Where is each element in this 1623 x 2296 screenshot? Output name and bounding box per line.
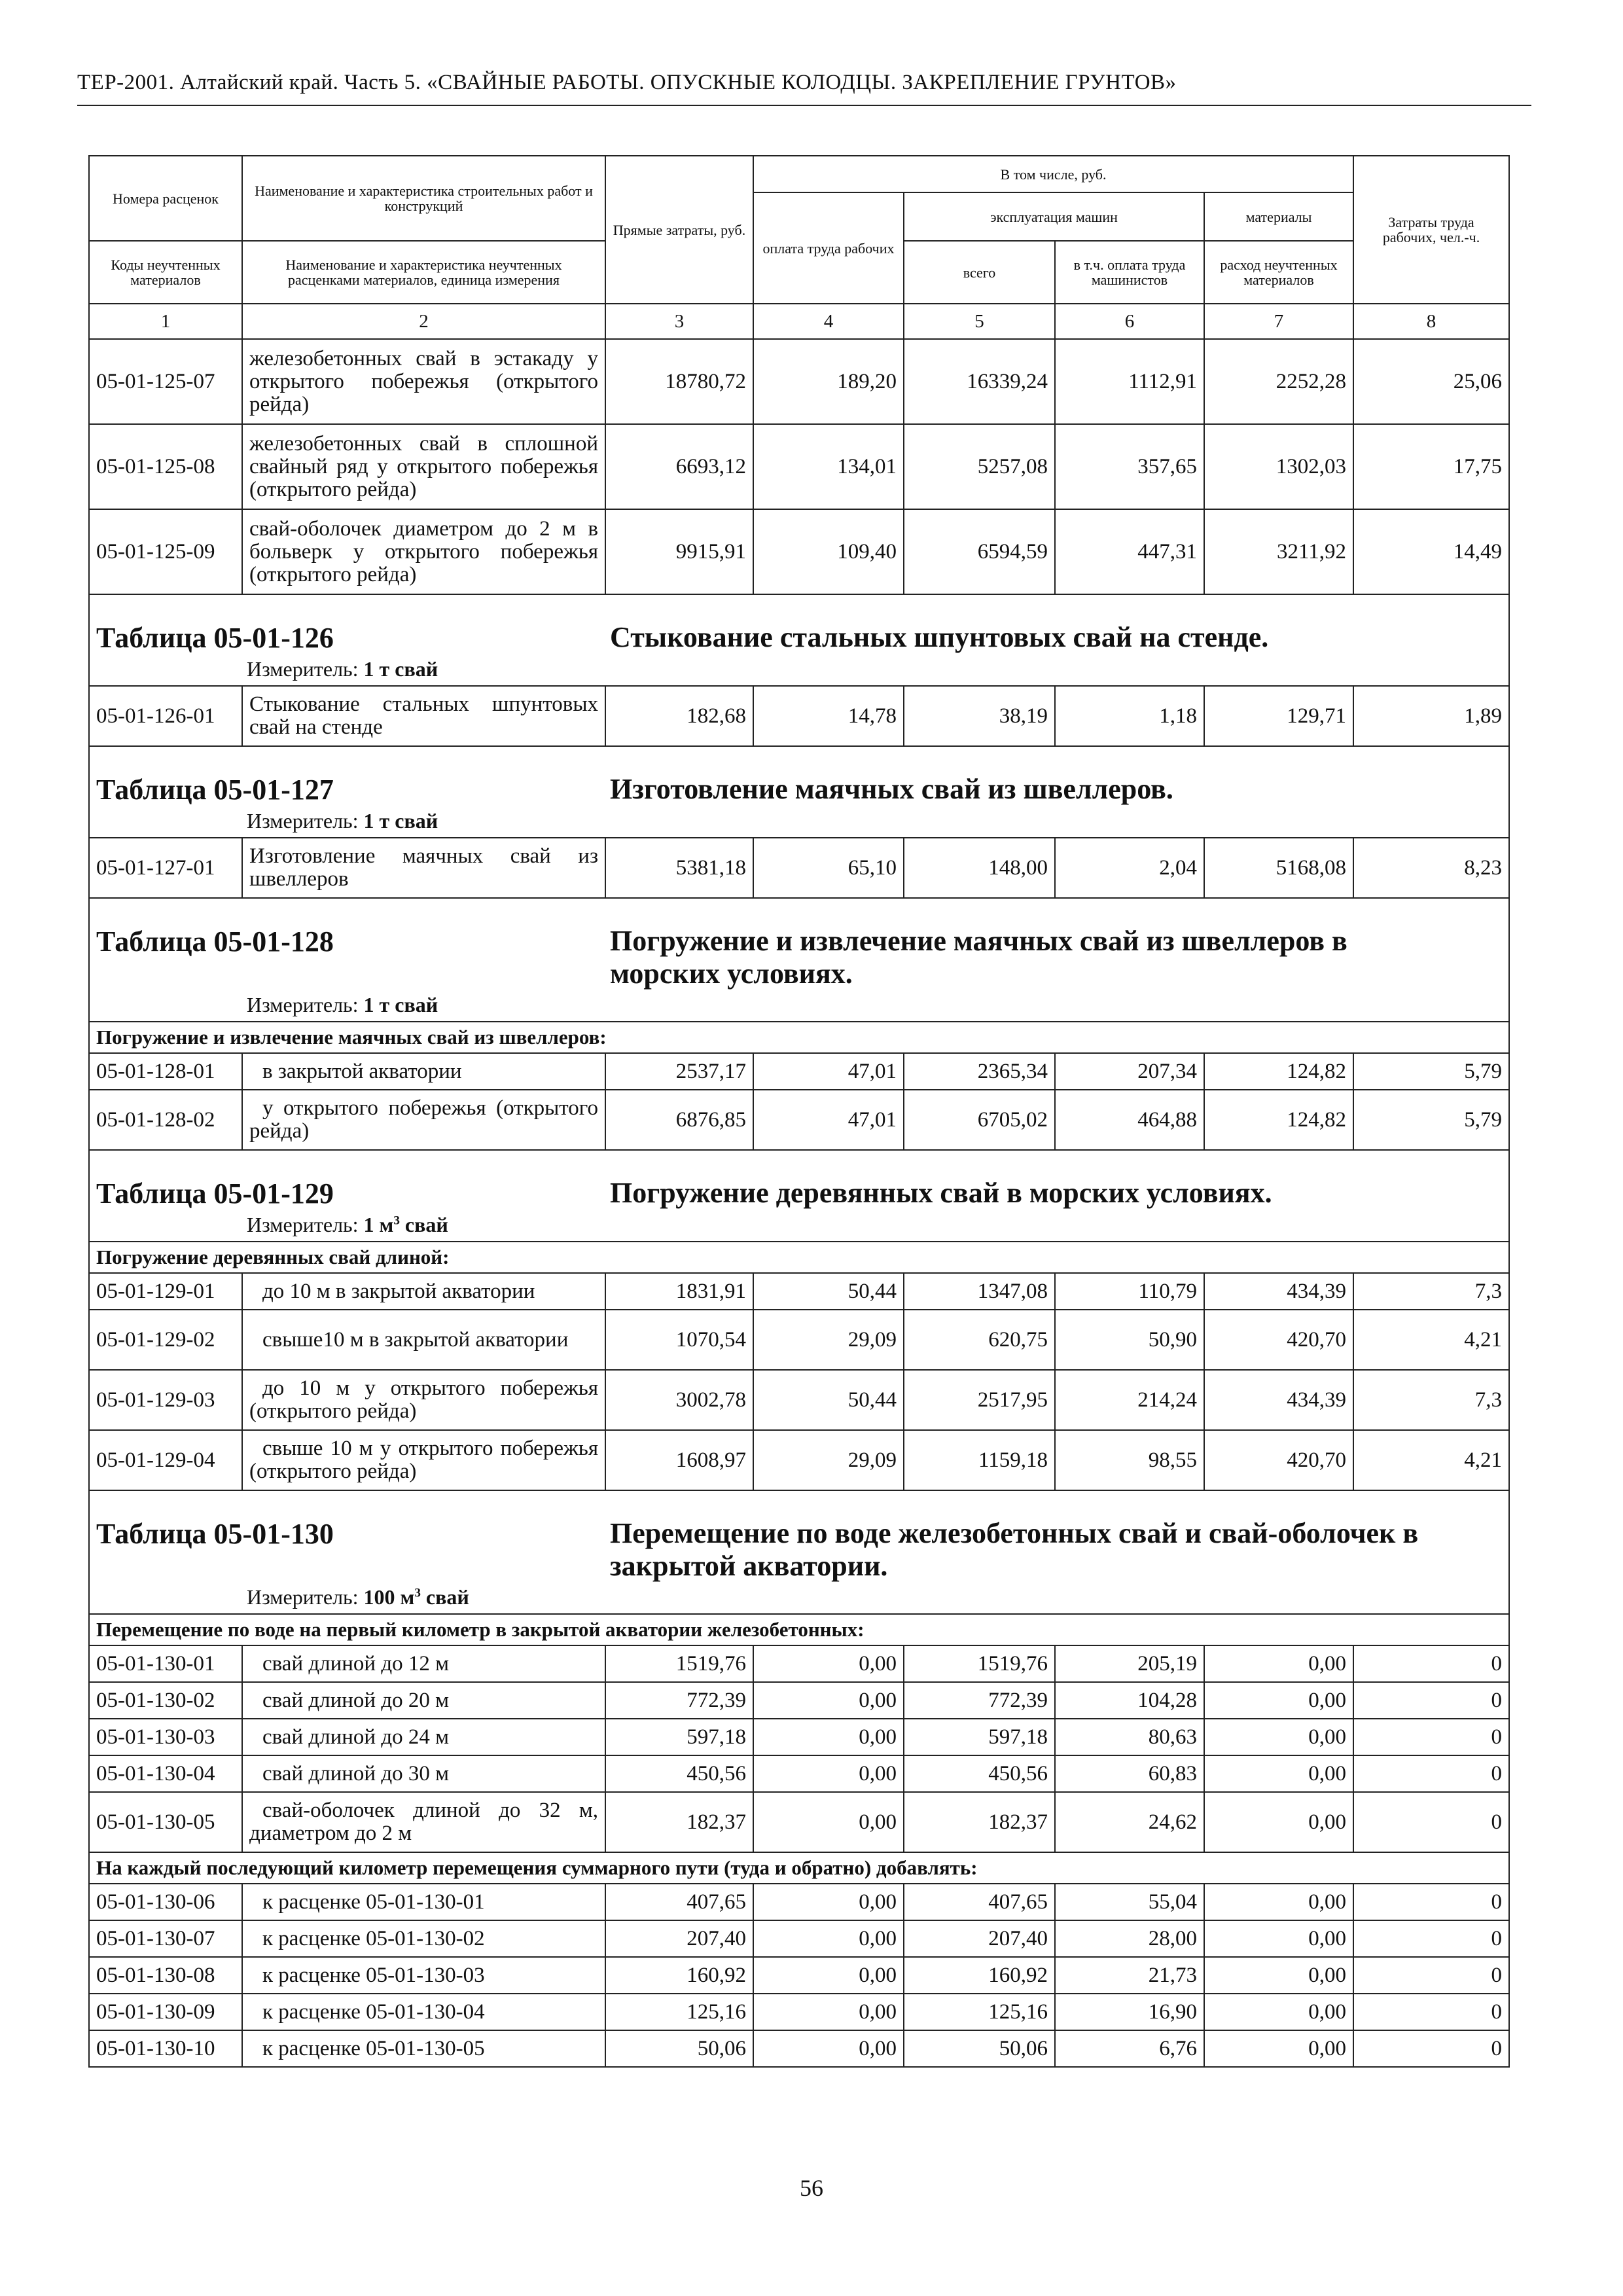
machines-total: 2365,34 bbox=[904, 1053, 1055, 1090]
labor-hours: 0 bbox=[1353, 1957, 1509, 1994]
direct-cost: 5381,18 bbox=[605, 838, 753, 898]
labor-hours: 0 bbox=[1353, 2030, 1509, 2067]
materials-cost: 420,70 bbox=[1204, 1430, 1353, 1490]
machinists-pay: 205,19 bbox=[1055, 1645, 1204, 1682]
subsection-header bbox=[89, 1852, 1509, 1884]
subsection-title: Перемещение по воде на первый километр в закрытой акватории железобетонных: bbox=[89, 1614, 1509, 1645]
table-title-row bbox=[89, 898, 1509, 1022]
table-header bbox=[89, 156, 1509, 339]
rate-code: 05-01-125-08 bbox=[89, 424, 242, 509]
col-num: 2 bbox=[242, 304, 605, 339]
table-title-row bbox=[89, 1490, 1509, 1614]
header-col7: расход неучтенных материалов bbox=[1204, 241, 1353, 304]
materials-cost: 434,39 bbox=[1204, 1370, 1353, 1430]
labor-hours: 0 bbox=[1353, 1920, 1509, 1957]
rate-code: 05-01-129-01 bbox=[89, 1273, 242, 1310]
rate-code: 05-01-129-02 bbox=[89, 1310, 242, 1370]
labor-hours: 25,06 bbox=[1353, 339, 1509, 424]
table-row bbox=[89, 1920, 1509, 1957]
table-title: Погружение и извлечение маячных свай из швеллеров в морских условиях. bbox=[610, 925, 1347, 990]
table-row bbox=[89, 1430, 1509, 1490]
header-col1-top: Номера расценок bbox=[89, 156, 242, 241]
table-row bbox=[89, 1719, 1509, 1755]
table-title: Перемещение по воде железобетонных свай и свай-оболочек в закрытой акватории. bbox=[610, 1517, 1419, 1582]
machines-total: 620,75 bbox=[904, 1310, 1055, 1370]
header-col4: оплата труда рабочих bbox=[753, 192, 904, 304]
col-num: 5 bbox=[904, 304, 1055, 339]
rate-description bbox=[242, 1645, 605, 1682]
machines-total: 5257,08 bbox=[904, 424, 1055, 509]
header-col3: Прямые затраты, руб. bbox=[605, 156, 753, 304]
rate-description bbox=[242, 2030, 605, 2067]
table-label: Таблица 05-01-126 bbox=[96, 622, 334, 654]
materials-cost: 434,39 bbox=[1204, 1273, 1353, 1310]
table-label: Таблица 05-01-129 bbox=[96, 1177, 334, 1210]
unit-of-measure bbox=[96, 990, 1502, 1021]
machinists-pay: 2,04 bbox=[1055, 838, 1204, 898]
labor-hours: 0 bbox=[1353, 1755, 1509, 1792]
rate-description bbox=[242, 1755, 605, 1792]
meter-prefix: Измеритель: bbox=[247, 993, 359, 1016]
rate-description bbox=[242, 1370, 605, 1430]
meter-unit-text: 100 м bbox=[363, 1585, 415, 1609]
subsection-header bbox=[89, 1614, 1509, 1645]
col-num: 6 bbox=[1055, 304, 1204, 339]
rate-description bbox=[242, 1682, 605, 1719]
rate-code: 05-01-130-01 bbox=[89, 1645, 242, 1682]
labor-hours: 8,23 bbox=[1353, 838, 1509, 898]
meter-unit bbox=[364, 1213, 448, 1236]
materials-cost: 124,82 bbox=[1204, 1090, 1353, 1150]
subsection-title: Погружение и извлечение маячных свай из швеллеров: bbox=[89, 1022, 1509, 1053]
machines-total: 2517,95 bbox=[904, 1370, 1055, 1430]
machinists-pay: 207,34 bbox=[1055, 1053, 1204, 1090]
table-row bbox=[89, 1090, 1509, 1150]
rate-description bbox=[242, 1090, 605, 1150]
rate-code: 05-01-128-02 bbox=[89, 1090, 242, 1150]
table-row bbox=[89, 1957, 1509, 1994]
header-materials: материалы bbox=[1204, 192, 1353, 241]
unit-of-measure bbox=[96, 806, 1502, 837]
rate-code: 05-01-128-01 bbox=[89, 1053, 242, 1090]
materials-cost: 0,00 bbox=[1204, 1994, 1353, 2030]
meter-unit: 1 т свай bbox=[363, 657, 438, 681]
machinists-pay: 60,83 bbox=[1055, 1755, 1204, 1792]
header-col8: Затраты труда рабочих, чел.-ч. bbox=[1353, 156, 1509, 304]
labor-pay: 0,00 bbox=[753, 1755, 904, 1792]
rate-description: Стыкование стальных шпунтовых свай на стенде bbox=[242, 686, 605, 746]
table-row bbox=[89, 1273, 1509, 1310]
direct-cost: 18780,72 bbox=[605, 339, 753, 424]
rate-description: железобетонных свай в эстакаду у открытого побережья (открытого рейда) bbox=[242, 339, 605, 424]
table-label: Таблица 05-01-128 bbox=[96, 925, 334, 958]
materials-cost: 3211,92 bbox=[1204, 509, 1353, 594]
rate-description bbox=[242, 1053, 605, 1090]
materials-cost: 129,71 bbox=[1204, 686, 1353, 746]
labor-hours: 17,75 bbox=[1353, 424, 1509, 509]
direct-cost: 160,92 bbox=[605, 1957, 753, 1994]
machinists-pay: 1112,91 bbox=[1055, 339, 1204, 424]
machinists-pay: 50,90 bbox=[1055, 1310, 1204, 1370]
machinists-pay: 357,65 bbox=[1055, 424, 1204, 509]
labor-hours: 1,89 bbox=[1353, 686, 1509, 746]
labor-hours: 0 bbox=[1353, 1884, 1509, 1920]
rate-description-text: свай длиной до 30 м bbox=[262, 1761, 450, 1785]
materials-cost: 0,00 bbox=[1204, 1884, 1353, 1920]
rate-description-text: к расценке 05-01-130-01 bbox=[262, 1890, 485, 1914]
labor-hours: 0 bbox=[1353, 1792, 1509, 1852]
rate-description bbox=[242, 1719, 605, 1755]
meter-unit: 1 т свай bbox=[363, 809, 438, 833]
table-row bbox=[89, 1370, 1509, 1430]
table-row bbox=[89, 1053, 1509, 1090]
table-label: Таблица 05-01-127 bbox=[96, 774, 334, 806]
labor-hours: 4,21 bbox=[1353, 1430, 1509, 1490]
subsection-header bbox=[89, 1242, 1509, 1273]
machinists-pay: 24,62 bbox=[1055, 1792, 1204, 1852]
labor-hours: 0 bbox=[1353, 1994, 1509, 2030]
labor-pay: 0,00 bbox=[753, 1645, 904, 1682]
unit-of-measure bbox=[96, 655, 1502, 685]
table-row bbox=[89, 1645, 1509, 1682]
rate-description bbox=[242, 1994, 605, 2030]
unit-of-measure bbox=[96, 1210, 1502, 1241]
meter-unit-power: 3 bbox=[414, 1586, 421, 1600]
direct-cost: 182,68 bbox=[605, 686, 753, 746]
rate-code: 05-01-130-02 bbox=[89, 1682, 242, 1719]
rate-code: 05-01-125-09 bbox=[89, 509, 242, 594]
header-machines: эксплуатация машин bbox=[904, 192, 1204, 241]
rate-code: 05-01-130-05 bbox=[89, 1792, 242, 1852]
meter-unit-suffix: свай bbox=[404, 1213, 448, 1236]
machinists-pay: 447,31 bbox=[1055, 509, 1204, 594]
rate-description bbox=[242, 1273, 605, 1310]
machinists-pay: 464,88 bbox=[1055, 1090, 1204, 1150]
meter-unit-power: 3 bbox=[393, 1213, 400, 1228]
rate-description: свай-оболочек диаметром до 2 м в больверк у открытого побережья (открытого рейда) bbox=[242, 509, 605, 594]
rate-description-text: к расценке 05-01-130-05 bbox=[262, 2036, 485, 2060]
labor-pay: 29,09 bbox=[753, 1430, 904, 1490]
direct-cost: 407,65 bbox=[605, 1884, 753, 1920]
direct-cost: 3002,78 bbox=[605, 1370, 753, 1430]
labor-hours: 7,3 bbox=[1353, 1273, 1509, 1310]
direct-cost: 207,40 bbox=[605, 1920, 753, 1957]
meter-prefix: Измеритель: bbox=[247, 657, 359, 681]
rate-description-text: свай-оболочек длиной до 32 м, диаметром до 2 м bbox=[249, 1799, 598, 1845]
header-col1-bottom: Коды неучтенных материалов bbox=[89, 241, 242, 304]
rate-code: 05-01-125-07 bbox=[89, 339, 242, 424]
col-num: 1 bbox=[89, 304, 242, 339]
rate-description bbox=[242, 1920, 605, 1957]
table-row bbox=[89, 1755, 1509, 1792]
header-col2-bottom: Наименование и характеристика неучтенных расценками материалов, единица измерения bbox=[242, 241, 605, 304]
direct-cost: 772,39 bbox=[605, 1682, 753, 1719]
meter-unit-text: 1 м bbox=[363, 1213, 394, 1236]
table-row bbox=[89, 1310, 1509, 1370]
table-title-row bbox=[89, 746, 1509, 838]
labor-pay: 50,44 bbox=[753, 1370, 904, 1430]
direct-cost: 1070,54 bbox=[605, 1310, 753, 1370]
header-col2-top: Наименование и характеристика строительных работ и конструкций bbox=[242, 156, 605, 241]
machines-total: 16339,24 bbox=[904, 339, 1055, 424]
direct-cost: 6693,12 bbox=[605, 424, 753, 509]
rate-code: 05-01-130-04 bbox=[89, 1755, 242, 1792]
labor-pay: 14,78 bbox=[753, 686, 904, 746]
machinists-pay: 104,28 bbox=[1055, 1682, 1204, 1719]
materials-cost: 0,00 bbox=[1204, 1755, 1353, 1792]
unit-of-measure bbox=[96, 1583, 1502, 1613]
direct-cost: 6876,85 bbox=[605, 1090, 753, 1150]
direct-cost: 2537,17 bbox=[605, 1053, 753, 1090]
machines-total: 450,56 bbox=[904, 1755, 1055, 1792]
labor-pay: 0,00 bbox=[753, 1792, 904, 1852]
rate-description-text: в закрытой акватории bbox=[262, 1059, 462, 1083]
labor-pay: 0,00 bbox=[753, 1719, 904, 1755]
page-number: 56 bbox=[800, 2175, 823, 2201]
labor-hours: 4,21 bbox=[1353, 1310, 1509, 1370]
labor-hours: 0 bbox=[1353, 1719, 1509, 1755]
machines-total: 407,65 bbox=[904, 1884, 1055, 1920]
table-label: Таблица 05-01-130 bbox=[96, 1518, 334, 1550]
col-num: 8 bbox=[1353, 304, 1509, 339]
labor-hours: 0 bbox=[1353, 1682, 1509, 1719]
materials-cost: 2252,28 bbox=[1204, 339, 1353, 424]
rate-code: 05-01-130-10 bbox=[89, 2030, 242, 2067]
rate-description-text: свай длиной до 12 м bbox=[262, 1651, 450, 1676]
machines-total: 6705,02 bbox=[904, 1090, 1055, 1150]
machinists-pay: 214,24 bbox=[1055, 1370, 1204, 1430]
machines-total: 1159,18 bbox=[904, 1430, 1055, 1490]
table-row bbox=[89, 1884, 1509, 1920]
materials-cost: 0,00 bbox=[1204, 1920, 1353, 1957]
table-title: Стыкование стальных шпунтовых свай на стенде. bbox=[610, 621, 1269, 653]
materials-cost: 5168,08 bbox=[1204, 838, 1353, 898]
machinists-pay: 80,63 bbox=[1055, 1719, 1204, 1755]
materials-cost: 0,00 bbox=[1204, 1645, 1353, 1682]
meter-prefix: Измеритель: bbox=[247, 1213, 359, 1236]
rate-code: 05-01-129-03 bbox=[89, 1370, 242, 1430]
rate-description bbox=[242, 1957, 605, 1994]
materials-cost: 0,00 bbox=[1204, 1719, 1353, 1755]
meter-unit-suffix: свай bbox=[425, 1585, 469, 1609]
materials-cost: 0,00 bbox=[1204, 1957, 1353, 1994]
direct-cost: 9915,91 bbox=[605, 509, 753, 594]
table-row bbox=[89, 2030, 1509, 2067]
rate-description-text: свай длиной до 20 м bbox=[262, 1688, 450, 1712]
machines-total: 160,92 bbox=[904, 1957, 1055, 1994]
header-incl: В том числе, руб. bbox=[753, 156, 1353, 192]
rate-description: железобетонных свай в сплошной свайный ряд у открытого побережья (открытого рейда) bbox=[242, 424, 605, 509]
labor-pay: 47,01 bbox=[753, 1053, 904, 1090]
rate-description-text: к расценке 05-01-130-03 bbox=[262, 1963, 485, 1987]
subsection-title: Погружение деревянных свай длиной: bbox=[89, 1242, 1509, 1273]
rate-description-text: до 10 м в закрытой акватории bbox=[262, 1279, 535, 1303]
running-header: ТЕР-2001. Алтайский край. Часть 5. «СВАЙНЫЕ РАБОТЫ. ОПУСКНЫЕ КОЛОДЦЫ. ЗАКРЕПЛЕНИЕ ГРУНТОВ» bbox=[77, 71, 1177, 94]
table-title: Изготовление маячных свай из швеллеров. bbox=[610, 773, 1173, 805]
rate-code: 05-01-130-03 bbox=[89, 1719, 242, 1755]
meter-prefix: Измеритель: bbox=[247, 1585, 359, 1609]
direct-cost: 1608,97 bbox=[605, 1430, 753, 1490]
labor-pay: 29,09 bbox=[753, 1310, 904, 1370]
labor-pay: 0,00 bbox=[753, 1884, 904, 1920]
machinists-pay: 110,79 bbox=[1055, 1273, 1204, 1310]
machines-total: 50,06 bbox=[904, 2030, 1055, 2067]
meter-prefix: Измеритель: bbox=[247, 809, 359, 833]
rate-description-text: свыше 10 м у открытого побережья (открытого рейда) bbox=[249, 1437, 598, 1483]
labor-hours: 14,49 bbox=[1353, 509, 1509, 594]
rate-description-text: свыше10 м в закрытой акватории bbox=[262, 1327, 569, 1352]
labor-hours: 0 bbox=[1353, 1645, 1509, 1682]
table-row bbox=[89, 1682, 1509, 1719]
table-row bbox=[89, 339, 1509, 424]
header-rule bbox=[77, 105, 1531, 106]
labor-pay: 109,40 bbox=[753, 509, 904, 594]
table-row bbox=[89, 424, 1509, 509]
machinists-pay: 55,04 bbox=[1055, 1884, 1204, 1920]
rate-code: 05-01-126-01 bbox=[89, 686, 242, 746]
col-num: 4 bbox=[753, 304, 904, 339]
rate-code: 05-01-130-09 bbox=[89, 1994, 242, 2030]
column-number-row bbox=[89, 304, 1509, 339]
rate-description bbox=[242, 1884, 605, 1920]
materials-cost: 0,00 bbox=[1204, 1792, 1353, 1852]
materials-cost: 0,00 bbox=[1204, 2030, 1353, 2067]
machines-total: 125,16 bbox=[904, 1994, 1055, 2030]
subsection-header bbox=[89, 1022, 1509, 1053]
machines-total: 597,18 bbox=[904, 1719, 1055, 1755]
labor-hours: 7,3 bbox=[1353, 1370, 1509, 1430]
rate-code: 05-01-130-08 bbox=[89, 1957, 242, 1994]
machines-total: 1519,76 bbox=[904, 1645, 1055, 1682]
table-title-row bbox=[89, 1150, 1509, 1242]
machines-total: 6594,59 bbox=[904, 509, 1055, 594]
machines-total: 1347,08 bbox=[904, 1273, 1055, 1310]
labor-pay: 65,10 bbox=[753, 838, 904, 898]
rate-description-text: до 10 м у открытого побережья (открытого рейда) bbox=[249, 1376, 598, 1423]
labor-pay: 0,00 bbox=[753, 2030, 904, 2067]
direct-cost: 182,37 bbox=[605, 1792, 753, 1852]
table-row bbox=[89, 686, 1509, 746]
header-col6: в т.ч. оплата труда машинистов bbox=[1055, 241, 1204, 304]
labor-pay: 0,00 bbox=[753, 1682, 904, 1719]
rate-code: 05-01-130-07 bbox=[89, 1920, 242, 1957]
direct-cost: 125,16 bbox=[605, 1994, 753, 2030]
table-row bbox=[89, 838, 1509, 898]
table-title: Погружение деревянных свай в морских условиях. bbox=[610, 1177, 1272, 1209]
materials-cost: 1302,03 bbox=[1204, 424, 1353, 509]
labor-pay: 134,01 bbox=[753, 424, 904, 509]
header-col5: всего bbox=[904, 241, 1055, 304]
machinists-pay: 28,00 bbox=[1055, 1920, 1204, 1957]
direct-cost: 50,06 bbox=[605, 2030, 753, 2067]
machinists-pay: 6,76 bbox=[1055, 2030, 1204, 2067]
materials-cost: 124,82 bbox=[1204, 1053, 1353, 1090]
labor-pay: 189,20 bbox=[753, 339, 904, 424]
machines-total: 182,37 bbox=[904, 1792, 1055, 1852]
rate-description-text: к расценке 05-01-130-04 bbox=[262, 2000, 485, 2024]
machinists-pay: 98,55 bbox=[1055, 1430, 1204, 1490]
meter-unit bbox=[364, 1585, 469, 1609]
rate-code: 05-01-127-01 bbox=[89, 838, 242, 898]
labor-pay: 0,00 bbox=[753, 1957, 904, 1994]
machines-total: 148,00 bbox=[904, 838, 1055, 898]
labor-pay: 0,00 bbox=[753, 1994, 904, 2030]
labor-pay: 50,44 bbox=[753, 1273, 904, 1310]
direct-cost: 1519,76 bbox=[605, 1645, 753, 1682]
table-title-row bbox=[89, 594, 1509, 686]
subsection-title: На каждый последующий километр перемещения суммарного пути (туда и обратно) добавлять: bbox=[89, 1852, 1509, 1884]
machines-total: 772,39 bbox=[904, 1682, 1055, 1719]
rate-description bbox=[242, 1430, 605, 1490]
col-num: 7 bbox=[1204, 304, 1353, 339]
price-table bbox=[88, 155, 1510, 2068]
table-row bbox=[89, 509, 1509, 594]
rate-description bbox=[242, 1792, 605, 1852]
materials-cost: 0,00 bbox=[1204, 1682, 1353, 1719]
machines-total: 38,19 bbox=[904, 686, 1055, 746]
machines-total: 207,40 bbox=[904, 1920, 1055, 1957]
rate-description-text: к расценке 05-01-130-02 bbox=[262, 1926, 485, 1950]
rate-code: 05-01-129-04 bbox=[89, 1430, 242, 1490]
rate-description-text: свай длиной до 24 м bbox=[262, 1725, 450, 1749]
labor-hours: 5,79 bbox=[1353, 1090, 1509, 1150]
rate-description: Изготовление маячных свай из швеллеров bbox=[242, 838, 605, 898]
direct-cost: 450,56 bbox=[605, 1755, 753, 1792]
table-row bbox=[89, 1994, 1509, 2030]
rate-code: 05-01-130-06 bbox=[89, 1884, 242, 1920]
col-num: 3 bbox=[605, 304, 753, 339]
direct-cost: 597,18 bbox=[605, 1719, 753, 1755]
machinists-pay: 1,18 bbox=[1055, 686, 1204, 746]
materials-cost: 420,70 bbox=[1204, 1310, 1353, 1370]
rate-description bbox=[242, 1310, 605, 1370]
rate-description-text: у открытого побережья (открытого рейда) bbox=[249, 1096, 598, 1143]
machinists-pay: 21,73 bbox=[1055, 1957, 1204, 1994]
table-row bbox=[89, 1792, 1509, 1852]
direct-cost: 1831,91 bbox=[605, 1273, 753, 1310]
meter-unit: 1 т свай bbox=[363, 993, 438, 1016]
labor-pay: 47,01 bbox=[753, 1090, 904, 1150]
machinists-pay: 16,90 bbox=[1055, 1994, 1204, 2030]
labor-hours: 5,79 bbox=[1353, 1053, 1509, 1090]
labor-pay: 0,00 bbox=[753, 1920, 904, 1957]
